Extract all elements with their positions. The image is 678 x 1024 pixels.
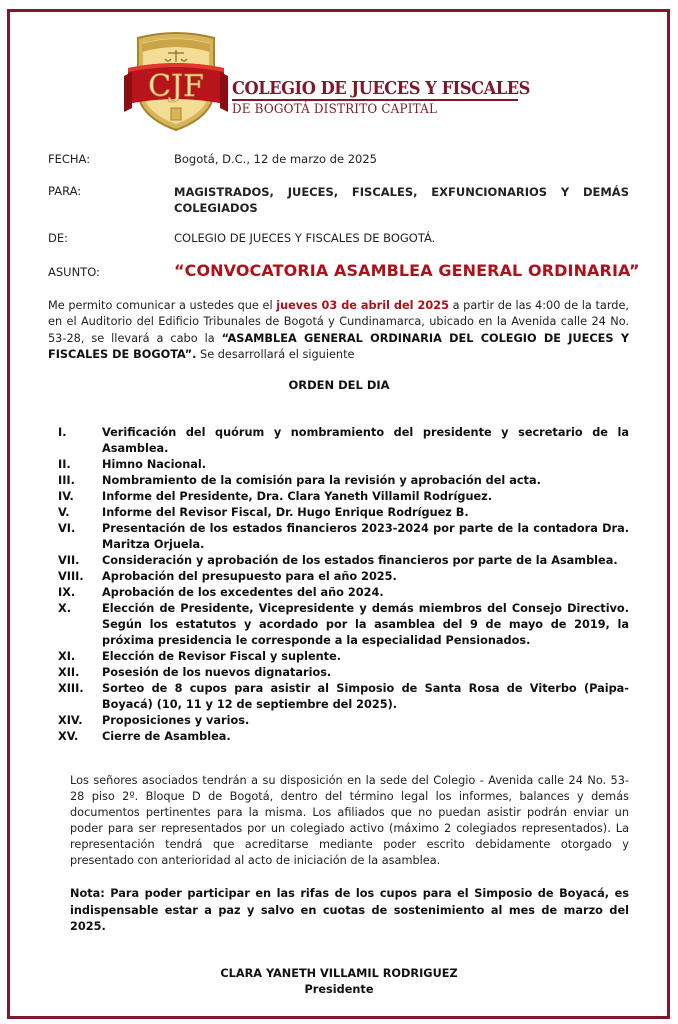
de-value: COLEGIO DE JUECES Y FISCALES DE BOGOTÁ.	[174, 231, 436, 245]
agenda-item-text: Proposiciones y varios.	[102, 714, 250, 727]
signature-block	[0, 966, 678, 998]
agenda-item-text: Informe del Revisor Fiscal, Dr. Hugo Enrique Rodríguez B.	[102, 506, 469, 519]
agenda-item	[58, 649, 629, 665]
agenda-item	[58, 681, 629, 713]
agenda-item-number: XIII.	[58, 682, 84, 695]
para-label: PARA:	[48, 184, 82, 198]
agenda-item-number: I.	[58, 426, 67, 439]
agenda-item-text: Elección de Revisor Fiscal y suplente.	[102, 650, 342, 663]
agenda-item-text: Posesión de los nuevos dignatarios.	[102, 666, 332, 679]
agenda-item-text: Himno Nacional.	[102, 458, 207, 471]
agenda-item-text: Nombramiento de la comisión para la revisión y aprobación del acta.	[102, 474, 541, 487]
event-name: “ASAMBLEA GENERAL ORDINARIA DEL COLEGIO DE JUECES Y FISCALES DE BOGOTA”.	[48, 331, 629, 361]
agenda-item	[58, 601, 629, 649]
agenda-item	[58, 585, 629, 601]
agenda-item-text: Consideración y aprobación de los estados financieros por parte de la Asamblea.	[102, 554, 618, 567]
agenda-item-number: XII.	[58, 666, 80, 679]
agenda-item	[58, 665, 629, 681]
intro-text-1: Me permito comunicar a ustedes que el	[48, 299, 277, 312]
agenda-item-number: VI.	[58, 522, 76, 535]
agenda-item-text: Sorteo de 8 cupos para asistir al Simposio de Santa Rosa de Viterbo (Paipa-Boyacá) (10, 11 y 12 de septiembre del 2025).	[102, 682, 629, 711]
agenda-item-text: Cierre de Asamblea.	[102, 730, 231, 743]
agenda-item-text: Aprobación del presupuesto para el año 2025.	[102, 570, 397, 583]
agenda-item-number: VII.	[58, 554, 80, 567]
agenda-item-text: Informe del Presidente, Dra. Clara Yaneth Villamil Rodríguez.	[102, 490, 493, 503]
agenda-item-text: Elección de Presidente, Vicepresidente y demás miembros del Consejo Directivo. Según los estatutos y acordado por la asamblea del 9 de mayo de 2019, la próxima presidencia le corresponde a la especialidad Pensionados.	[102, 602, 629, 647]
agenda-item	[58, 729, 629, 745]
agenda-item-number: VIII.	[58, 570, 84, 583]
intro-paragraph	[48, 298, 629, 363]
signer-title: Presidente	[304, 983, 374, 996]
agenda-item-text: Verificación del quórum y nombramiento del presidente y secretario de la Asamblea.	[102, 426, 629, 455]
agenda-item-number: X.	[58, 602, 72, 615]
meeting-date: jueves 03 de abril del 2025	[276, 299, 449, 312]
agenda-item	[58, 457, 629, 473]
intro-text-3: Se desarrollará el siguiente	[196, 347, 355, 361]
agenda-item-text: Presentación de los estados financieros 2023-2024 por parte de la contadora Dra. Maritza Orjuela.	[102, 522, 629, 551]
agenda-item-number: IV.	[58, 490, 74, 503]
fecha-label: FECHA:	[48, 152, 91, 166]
agenda-item	[58, 553, 629, 569]
agenda-item	[58, 489, 629, 505]
agenda-item	[58, 569, 629, 585]
agenda-item-number: III.	[58, 474, 75, 487]
agenda-item-number: IX.	[58, 586, 76, 599]
org-name-underline	[232, 99, 518, 101]
agenda-item-number: XI.	[58, 650, 76, 663]
agenda-item	[58, 425, 629, 457]
para-value: MAGISTRADOS, JUECES, FISCALES, EXFUNCIONARIOS Y DEMÁS COLEGIADOS	[174, 185, 629, 215]
agenda-item-number: V.	[58, 506, 70, 519]
fecha-value: Bogotá, D.C., 12 de marzo de 2025	[174, 152, 377, 166]
org-subtitle: DE BOGOTÁ DISTRITO CAPITAL	[232, 102, 438, 117]
agenda-item-number: XIV.	[58, 714, 83, 727]
de-label: DE:	[48, 231, 68, 245]
agenda-list	[58, 425, 629, 745]
agenda-item	[58, 505, 629, 521]
agenda-item	[58, 713, 629, 729]
org-name: COLEGIO DE JUECES Y FISCALES	[232, 79, 530, 99]
note-paragraph: Nota: Para poder participar en las rifas de los cupos para el Simposio de Boyacá, es indispensable estar a paz y salvo en cuotas de sostenimiento al mes de marzo del 2025.	[70, 887, 629, 933]
agenda-item-text: Aprobación de los excedentes del año 2024.	[102, 586, 384, 599]
signer-name: CLARA YANETH VILLAMIL RODRIGUEZ	[220, 967, 458, 980]
agenda-item-number: XV.	[58, 730, 79, 743]
agenda-title: ORDEN DEL DIA	[288, 378, 390, 392]
svg-text:CJF: CJF	[148, 69, 204, 104]
asunto-value: “CONVOCATORIA ASAMBLEA GENERAL ORDINARIA”	[174, 261, 640, 280]
agenda-item	[58, 521, 629, 553]
asunto-label: ASUNTO:	[48, 265, 100, 279]
logo-shield-icon	[124, 28, 228, 132]
agenda-item-number: II.	[58, 458, 71, 471]
intro-text-2: a partir de las 4:00 de la tarde, en el Auditorio del Edificio Tribunales de Bogotá y Cundinamarca, ubicado en la Avenida calle 24 No. 53-28, se llevará a cabo la	[48, 299, 629, 345]
agenda-item	[58, 473, 629, 489]
notice-paragraph: Los señores asociados tendrán a su disposición en la sede del Colegio - Avenida calle 24 No. 53-28 piso 2º. Bloque D de Bogotá, dentro del término legal los informes, balances y demás documentos pertinentes para la misma. Los afiliados que no puedan asistir podrán enviar un poder para ser representados por un colegiado activo (máximo 2 colegiados representados). La representación tendrá que acreditarse mediante poder escrito debidamente otorgado y presentado con anterioridad al acto de iniciación de la asamblea.	[70, 774, 629, 867]
